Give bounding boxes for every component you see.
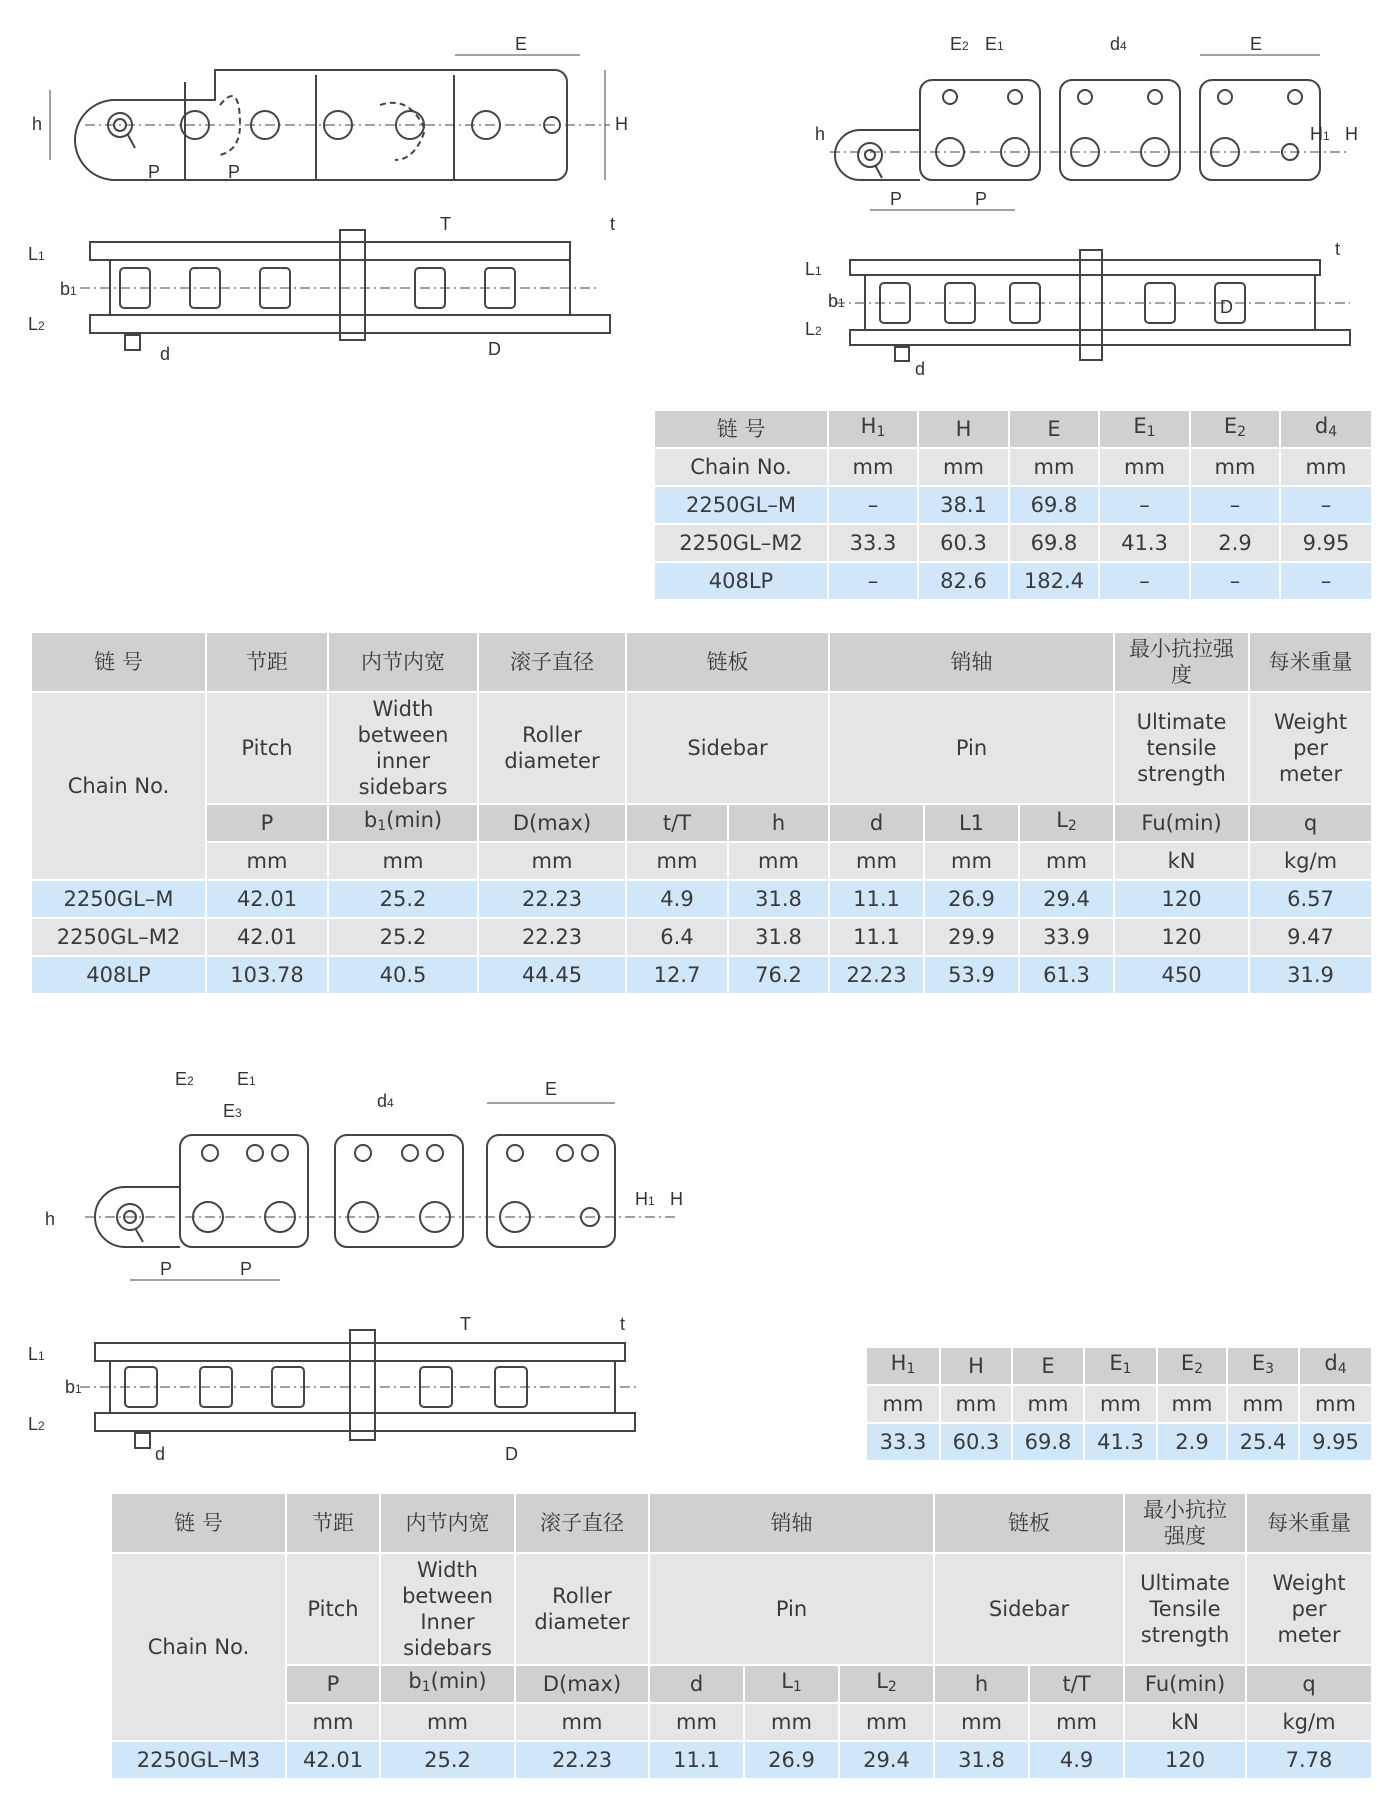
table-dimensions-m <box>653 409 1373 601</box>
label-D-4: D <box>1220 297 1233 317</box>
th-strength-en: Ultimate tensile strength <box>1114 692 1249 804</box>
table-row <box>31 918 1372 956</box>
th-roller-cn: 滚子直径 <box>515 1493 649 1553</box>
table-cell: 69.8 <box>1009 486 1099 524</box>
th-weight-cn: 每米重量 <box>1246 1493 1372 1553</box>
table-cell: 9.47 <box>1249 918 1372 956</box>
unit-cell: kg/m <box>1249 842 1372 880</box>
sym-cell: Fu(min) <box>1124 1665 1246 1703</box>
th-d4: $d_4$ <box>1280 410 1372 448</box>
table-cell: 6.4 <box>626 918 728 956</box>
table-cell: 408LP <box>654 562 828 600</box>
th-roller-en: Roller diameter <box>478 692 626 804</box>
table-cell: – <box>1280 486 1372 524</box>
th-sidebar-cn: 链板 <box>934 1493 1124 1553</box>
unit-cell: mm <box>744 1703 839 1741</box>
table-cell: 69.8 <box>1009 524 1099 562</box>
sym-cell: $b_1(\min)$ <box>380 1665 515 1703</box>
table-cell: 6.57 <box>1249 880 1372 918</box>
table-cell: 22.23 <box>829 956 924 994</box>
table-cell: 44.45 <box>478 956 626 994</box>
table-cell: 60.3 <box>918 524 1009 562</box>
unit-cell: mm <box>1012 1385 1084 1423</box>
table-cell: 42.01 <box>206 918 328 956</box>
label-t-4: t <box>1335 239 1341 259</box>
table-cell: 41.3 <box>1099 524 1190 562</box>
th-pin-cn: 销轴 <box>649 1493 934 1553</box>
table-m3-specs <box>110 1492 1373 1780</box>
label-b1: b1 <box>60 279 77 299</box>
label-L1-4: L1 <box>805 259 822 279</box>
th-pin-en: Pin <box>829 692 1114 804</box>
label-P-2a: P <box>890 189 903 209</box>
th-e: E <box>1009 410 1099 448</box>
unit-cell: mm <box>649 1703 744 1741</box>
table-cell: 11.1 <box>649 1741 744 1779</box>
unit-cell: mm <box>1084 1385 1157 1423</box>
table-main-specs <box>30 631 1373 995</box>
label-P-2b: P <box>975 189 988 209</box>
unit-cell: kN <box>1124 1703 1246 1741</box>
sym-cell: $L_1$ <box>744 1665 839 1703</box>
table-cell: 9.95 <box>1280 524 1372 562</box>
unit-cell: mm <box>1280 448 1372 486</box>
th-roller-cn: 滚子直径 <box>478 632 626 692</box>
table-row <box>31 956 1372 994</box>
label-b1-4: b1 <box>828 291 845 311</box>
th-e3: $E_3$ <box>1227 1347 1299 1385</box>
table-cell: 25.2 <box>380 1741 515 1779</box>
table-row <box>866 1423 1372 1461</box>
label-E-5: E <box>545 1079 558 1099</box>
th-weight-en: Weight per meter <box>1246 1553 1372 1665</box>
label-D: D <box>488 339 501 359</box>
sym-cell: t/T <box>1029 1665 1124 1703</box>
th-e1: $E_1$ <box>1099 410 1190 448</box>
table-cell: 31.8 <box>728 918 829 956</box>
th-pitch-cn: 节距 <box>206 632 328 692</box>
label-D-6: D <box>505 1444 518 1464</box>
drawing-chain-m2-top <box>790 235 1370 385</box>
sym-cell: P <box>206 804 328 842</box>
table-cell: 22.23 <box>478 880 626 918</box>
table-row <box>654 562 1372 600</box>
th-chain-no-cn: 链 号 <box>654 410 828 448</box>
sym-cell: h <box>934 1665 1029 1703</box>
table-row <box>654 524 1372 562</box>
th-h1: $H_1$ <box>828 410 918 448</box>
label-L2-4: L2 <box>805 319 822 339</box>
table-cell: 26.9 <box>924 880 1019 918</box>
sym-cell: d <box>649 1665 744 1703</box>
th-weight-cn: 每米重量 <box>1249 632 1372 692</box>
unit-cell: mm <box>828 448 918 486</box>
th-e1: $E_1$ <box>1084 1347 1157 1385</box>
table-cell: 120 <box>1124 1741 1246 1779</box>
unit-cell: kN <box>1114 842 1249 880</box>
th-pin-cn: 销轴 <box>829 632 1114 692</box>
label-d-6: d <box>155 1444 166 1464</box>
drawing-chain-m-side <box>20 30 630 190</box>
table-cell: 31.8 <box>934 1741 1029 1779</box>
sym-cell: D(max) <box>515 1665 649 1703</box>
table-cell: 120 <box>1114 880 1249 918</box>
table-cell: 11.1 <box>829 918 924 956</box>
table-cell: 31.9 <box>1249 956 1372 994</box>
unit-cell: mm <box>829 842 924 880</box>
table-cell: 450 <box>1114 956 1249 994</box>
th-chain-no-en: Chain No. <box>654 448 828 486</box>
table-cell: 29.4 <box>839 1741 934 1779</box>
unit-cell: kg/m <box>1246 1703 1372 1741</box>
label-E1-5: E1 <box>237 1069 256 1089</box>
table-cell: 82.6 <box>918 562 1009 600</box>
drawing-chain-m-top <box>20 200 630 380</box>
unit-cell: mm <box>1099 448 1190 486</box>
sym-cell: d <box>829 804 924 842</box>
label-t: t <box>610 214 616 234</box>
table-cell: – <box>1190 562 1280 600</box>
table-cell: 9.95 <box>1299 1423 1372 1461</box>
table-cell: 33.9 <box>1019 918 1114 956</box>
label-b1-6: b1 <box>65 1377 82 1397</box>
sym-cell: D(max) <box>478 804 626 842</box>
table-cell: 12.7 <box>626 956 728 994</box>
label-E3-5: E3 <box>223 1101 242 1121</box>
table-cell: 26.9 <box>744 1741 839 1779</box>
table-cell: 103.78 <box>206 956 328 994</box>
th-h: H <box>940 1347 1012 1385</box>
th-e2: $E_2$ <box>1157 1347 1227 1385</box>
table-cell: 22.23 <box>515 1741 649 1779</box>
unit-cell: mm <box>328 842 478 880</box>
unit-cell: mm <box>1157 1385 1227 1423</box>
unit-cell: mm <box>1299 1385 1372 1423</box>
th-chain-no-en: Chain No. <box>111 1553 286 1741</box>
th-e2: $E_2$ <box>1190 410 1280 448</box>
table-cell: 61.3 <box>1019 956 1114 994</box>
table-cell: 29.4 <box>1019 880 1114 918</box>
unit-cell: mm <box>839 1703 934 1741</box>
table-cell: 25.2 <box>328 918 478 956</box>
table-cell: 408LP <box>31 956 206 994</box>
table-cell: 25.4 <box>1227 1423 1299 1461</box>
th-width-en: Width between Inner sidebars <box>380 1553 515 1665</box>
th-roller-en: Roller diameter <box>515 1553 649 1665</box>
label-P: P <box>148 162 161 182</box>
table-dimensions-m3 <box>865 1346 1373 1462</box>
table-cell: 2.9 <box>1190 524 1280 562</box>
table-cell: 7.78 <box>1246 1741 1372 1779</box>
table-row <box>654 486 1372 524</box>
table-cell: – <box>1099 486 1190 524</box>
th-width-cn: 内节内宽 <box>328 632 478 692</box>
table-cell: 22.23 <box>478 918 626 956</box>
sym-cell: $b_1(\min)$ <box>328 804 478 842</box>
th-d4: $d_4$ <box>1299 1347 1372 1385</box>
label-E: E <box>515 34 528 54</box>
table-cell: 76.2 <box>728 956 829 994</box>
label-d4-2: d4 <box>1110 34 1127 54</box>
sym-cell: Fu(min) <box>1114 804 1249 842</box>
th-e: E <box>1012 1347 1084 1385</box>
table-cell: 25.2 <box>328 880 478 918</box>
th-pitch-en: Pitch <box>206 692 328 804</box>
label-L2: L2 <box>28 314 45 334</box>
table-cell: – <box>1099 562 1190 600</box>
sym-cell: h <box>728 804 829 842</box>
label-d-4: d <box>915 359 926 379</box>
label-P-5a: P <box>160 1259 173 1279</box>
unit-cell: mm <box>1009 448 1099 486</box>
table-cell: 4.9 <box>626 880 728 918</box>
unit-cell: mm <box>380 1703 515 1741</box>
sym-cell: P <box>286 1665 380 1703</box>
unit-cell: mm <box>728 842 829 880</box>
table-cell: 182.4 <box>1009 562 1099 600</box>
label-d: d <box>160 344 171 364</box>
table-cell: – <box>1190 486 1280 524</box>
unit-cell: mm <box>1019 842 1114 880</box>
table-cell: 42.01 <box>286 1741 380 1779</box>
table-cell: 2250GL–M3 <box>111 1741 286 1779</box>
th-width-cn: 内节内宽 <box>380 1493 515 1553</box>
label-E2-2: E2 <box>950 34 969 54</box>
label-h-2: h <box>815 124 826 144</box>
unit-cell: mm <box>626 842 728 880</box>
label-L1: L1 <box>28 244 45 264</box>
label-E-2: E <box>1250 34 1263 54</box>
table-cell: – <box>828 562 918 600</box>
th-h1: $H_1$ <box>866 1347 940 1385</box>
th-width-en: Width between inner sidebars <box>328 692 478 804</box>
th-sidebar-en: Sidebar <box>934 1553 1124 1665</box>
table-cell: 2250GL–M <box>654 486 828 524</box>
th-sidebar-cn: 链板 <box>626 632 829 692</box>
unit-cell: mm <box>286 1703 380 1741</box>
th-strength-cn: 最小抗拉强度 <box>1124 1493 1246 1553</box>
sym-cell: L1 <box>924 804 1019 842</box>
table-cell: 41.3 <box>1084 1423 1157 1461</box>
sym-cell: q <box>1249 804 1372 842</box>
th-pitch-cn: 节距 <box>286 1493 380 1553</box>
label-E1-2: E1 <box>985 34 1004 54</box>
table-cell: 69.8 <box>1012 1423 1084 1461</box>
table-cell: – <box>828 486 918 524</box>
th-h: H <box>918 410 1009 448</box>
table-cell: – <box>1280 562 1372 600</box>
label-P-5b: P <box>240 1259 253 1279</box>
table-cell: 40.5 <box>328 956 478 994</box>
th-chain-no-en: Chain No. <box>31 692 206 880</box>
table-cell: 60.3 <box>940 1423 1012 1461</box>
drawing-chain-m2-side <box>790 30 1370 220</box>
label-E2-5: E2 <box>175 1069 194 1089</box>
label-P2: P <box>228 162 241 182</box>
table-cell: 33.3 <box>866 1423 940 1461</box>
unit-cell: mm <box>1227 1385 1299 1423</box>
table-cell: 33.3 <box>828 524 918 562</box>
sym-cell: $L_2$ <box>839 1665 934 1703</box>
table-row <box>31 880 1372 918</box>
label-H1-2: H1 <box>1310 124 1330 144</box>
th-sidebar-en: Sidebar <box>626 692 829 804</box>
label-t-6: t <box>620 1314 626 1334</box>
unit-cell: mm <box>206 842 328 880</box>
label-h: h <box>32 114 43 134</box>
sym-cell: $L_2$ <box>1019 804 1114 842</box>
th-pin-en: Pin <box>649 1553 934 1665</box>
unit-cell: mm <box>866 1385 940 1423</box>
label-L2-6: L2 <box>28 1414 45 1434</box>
unit-cell: mm <box>934 1703 1029 1741</box>
unit-cell: mm <box>940 1385 1012 1423</box>
th-strength-en: Ultimate Tensile strength <box>1124 1553 1246 1665</box>
th-chain-no-cn: 链 号 <box>31 632 206 692</box>
table-row <box>111 1741 1372 1779</box>
th-weight-en: Weight per meter <box>1249 692 1372 804</box>
table-cell: 120 <box>1114 918 1249 956</box>
th-strength-cn: 最小抗拉强度 <box>1114 632 1249 692</box>
drawing-chain-m3-top <box>20 1305 660 1475</box>
label-H-5: H <box>670 1189 683 1209</box>
label-H1-5: H1 <box>635 1189 655 1209</box>
table-cell: 29.9 <box>924 918 1019 956</box>
table-cell: 38.1 <box>918 486 1009 524</box>
th-pitch-en: Pitch <box>286 1553 380 1665</box>
sym-cell: t/T <box>626 804 728 842</box>
unit-cell: mm <box>924 842 1019 880</box>
table-cell: 2250GL–M2 <box>654 524 828 562</box>
table-cell: 4.9 <box>1029 1741 1124 1779</box>
table-cell: 31.8 <box>728 880 829 918</box>
unit-cell: mm <box>515 1703 649 1741</box>
label-d4-5: d4 <box>377 1091 394 1111</box>
label-H-2: H <box>1345 124 1358 144</box>
label-H: H <box>615 114 628 134</box>
unit-cell: mm <box>918 448 1009 486</box>
sym-cell: q <box>1246 1665 1372 1703</box>
table-cell: 2.9 <box>1157 1423 1227 1461</box>
unit-cell: mm <box>478 842 626 880</box>
unit-cell: mm <box>1029 1703 1124 1741</box>
drawing-chain-m3-side <box>25 1065 705 1295</box>
table-cell: 2250GL–M <box>31 880 206 918</box>
table-cell: 42.01 <box>206 880 328 918</box>
label-T-6: T <box>460 1314 471 1334</box>
table-cell: 11.1 <box>829 880 924 918</box>
label-L1-6: L1 <box>28 1344 45 1364</box>
table-cell: 53.9 <box>924 956 1019 994</box>
unit-cell: mm <box>1190 448 1280 486</box>
label-h-5: h <box>45 1209 56 1229</box>
th-chain-no-cn: 链 号 <box>111 1493 286 1553</box>
table-cell: 2250GL–M2 <box>31 918 206 956</box>
label-T: T <box>440 214 451 234</box>
